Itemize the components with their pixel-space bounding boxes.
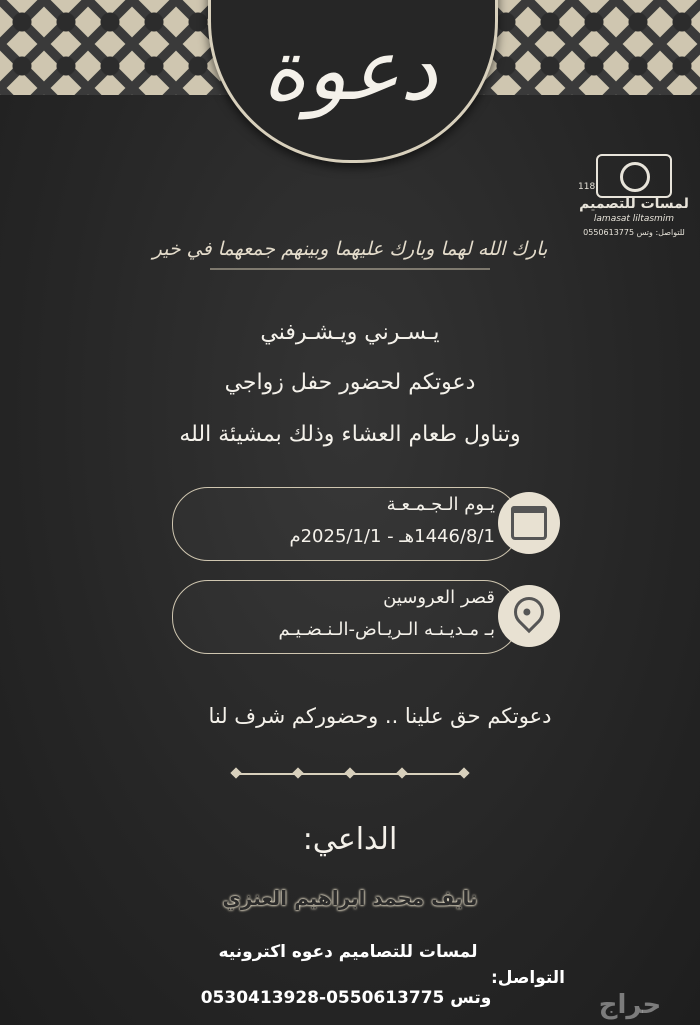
page-title: دعوة bbox=[262, 21, 438, 119]
logo-phone: للتواصل: وتس 0550613775 bbox=[583, 228, 685, 237]
watermark-logo: حراج bbox=[598, 990, 662, 1020]
contact-label: التواصل: bbox=[490, 968, 566, 988]
invitation-line-2: دعوتكم لحضور حفل زواجي bbox=[224, 370, 476, 395]
venue-name: قصر العروسين bbox=[383, 587, 495, 608]
invitation-line-3: وتناول طعام العشاء وذلك بمشيئة الله bbox=[179, 422, 521, 447]
invitation-line-1: يـسـرني ويـشـرفني bbox=[260, 320, 440, 345]
venue-city: بـ مـديـنـه الـريـاض-الـنـضـيـم bbox=[278, 619, 495, 640]
ornamental-divider bbox=[232, 768, 468, 780]
inviter-label: الداعي: bbox=[302, 822, 398, 857]
designer-credit: لمسات للتصاميم دعوه اكترونيه bbox=[218, 942, 478, 962]
date-value: 1446/8/1هـ - 2025/1/1م bbox=[289, 526, 495, 547]
logo-name-latin: lamasat liltasmim bbox=[593, 214, 675, 224]
logo-number: 118 bbox=[578, 182, 596, 192]
closing-line: دعوتكم حق علينا .. وحضوركم شرف لنا bbox=[208, 704, 552, 728]
date-card bbox=[172, 487, 520, 561]
blessing-flourish bbox=[210, 268, 490, 270]
inviter-name: نايف محمد ابراهيم العنزي bbox=[222, 886, 478, 910]
date-day: يـوم الـجـمـعـة bbox=[386, 494, 495, 515]
location-pin-icon bbox=[498, 585, 560, 647]
designer-logo bbox=[578, 150, 690, 260]
blessing-calligraphy: بارك الله لهما وبارك عليهما وبينهم جمعهما في خير bbox=[152, 238, 548, 260]
logo-name: لمسات للتصميم bbox=[579, 196, 689, 212]
location-card bbox=[172, 580, 520, 654]
calendar-icon bbox=[498, 492, 560, 554]
contact-phones: وتس 0550613775-0530413928 bbox=[200, 988, 492, 1008]
camera-icon bbox=[596, 154, 672, 198]
